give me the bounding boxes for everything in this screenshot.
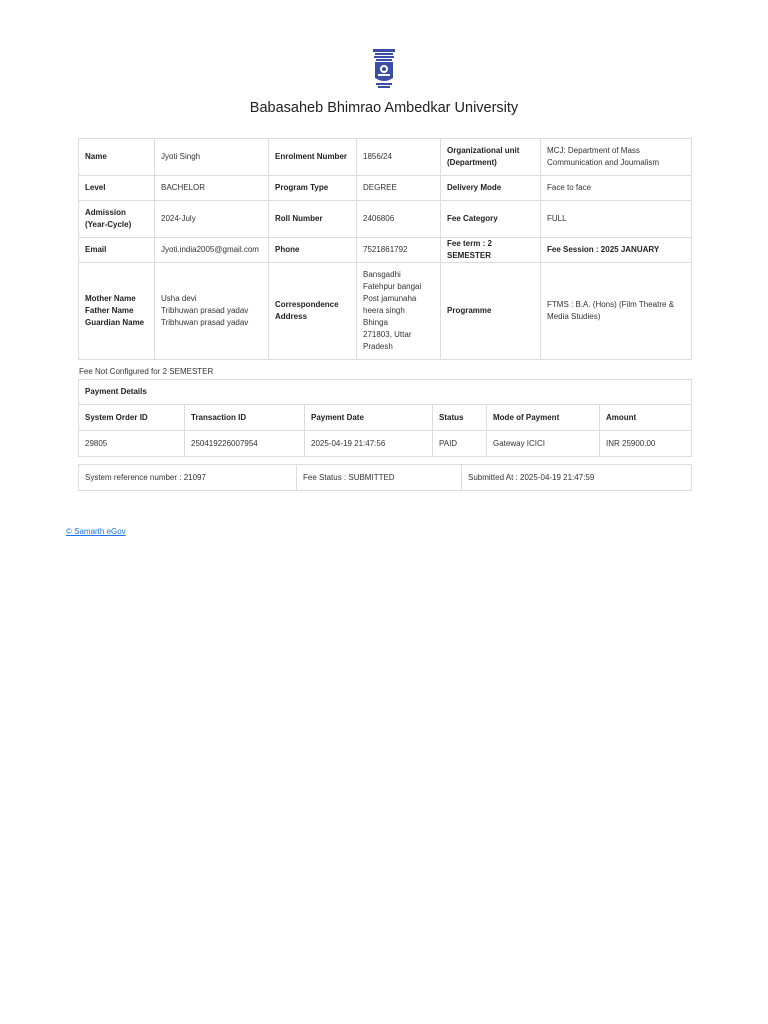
admission-value: 2024-July <box>155 201 269 238</box>
payment-amount: INR 25900.00 <box>600 431 692 457</box>
fee-term: Fee term : 2 SEMESTER <box>441 238 541 263</box>
table-row <box>79 380 692 405</box>
parent-labels: Mother Name Father Name Guardian Name <box>79 263 155 360</box>
programme-label: Programme <box>441 263 541 360</box>
column-header: System Order ID <box>79 405 185 431</box>
program-type-value: DEGREE <box>357 176 441 201</box>
column-header: Status <box>433 405 487 431</box>
column-header: Amount <box>600 405 692 431</box>
payment-date: 2025-04-19 21:47:56 <box>305 431 433 457</box>
table-row <box>79 139 692 176</box>
table-row <box>79 201 692 238</box>
payment-section-title: Payment Details <box>79 380 692 405</box>
submitted-at: Submitted At : 2025-04-19 21:47:59 <box>462 465 692 491</box>
samarth-egov-link[interactable]: © Samarth eGov <box>66 527 126 536</box>
fee-category-label: Fee Category <box>441 201 541 238</box>
address-label: Correspondence Address <box>269 263 357 360</box>
delivery-mode-value: Face to face <box>541 176 692 201</box>
student-info-table <box>78 138 692 360</box>
table-row <box>79 465 692 491</box>
fee-status: Fee Status : SUBMITTED <box>297 465 462 491</box>
name-value: Jyoti Singh <box>155 139 269 176</box>
column-header: Payment Date <box>305 405 433 431</box>
level-value: BACHELOR <box>155 176 269 201</box>
address-value: Bansgadhi Fatehpur bangai Post jamunaha heera singh Bhinga 271803, Uttar Pradesh <box>357 263 441 360</box>
phone-value: 7521861792 <box>357 238 441 263</box>
payment-details-table <box>78 379 692 457</box>
level-label: Level <box>79 176 155 201</box>
payment-status: PAID <box>433 431 487 457</box>
table-row <box>79 431 692 457</box>
transaction-id: 250419226007954 <box>185 431 305 457</box>
name-label: Name <box>79 139 155 176</box>
table-row <box>79 263 692 360</box>
fee-category-value: FULL <box>541 201 692 238</box>
delivery-mode-label: Delivery Mode <box>441 176 541 201</box>
programme-value: FTMS : B.A. (Hons) (Film Theatre & Media Studies) <box>541 263 692 360</box>
fee-session: Fee Session : 2025 JANUARY <box>541 238 692 263</box>
enrolment-value: 1856/24 <box>357 139 441 176</box>
roll-number-label: Roll Number <box>269 201 357 238</box>
university-name: Babasaheb Bhimrao Ambedkar University <box>249 100 519 116</box>
table-row <box>79 176 692 201</box>
payment-mode: Gateway ICICI <box>487 431 600 457</box>
email-value: Jyoti.india2005@gmail.com <box>155 238 269 263</box>
enrolment-label: Enrolment Number <box>269 139 357 176</box>
table-row <box>79 238 692 263</box>
org-unit-label: Organizational unit (Department) <box>441 139 541 176</box>
program-type-label: Program Type <box>269 176 357 201</box>
table-header-row <box>79 405 692 431</box>
phone-label: Phone <box>269 238 357 263</box>
parent-values: Usha devi Tribhuwan prasad yadav Tribhuwan prasad yadav <box>155 263 269 360</box>
column-header: Mode of Payment <box>487 405 600 431</box>
university-logo-icon <box>372 48 396 90</box>
org-unit-value: MCJ: Department of Mass Communication and Journalism <box>541 139 692 176</box>
roll-number-value: 2406806 <box>357 201 441 238</box>
admission-label: Admission (Year-Cycle) <box>79 201 155 238</box>
system-reference-number: System reference number : 21097 <box>79 465 297 491</box>
email-label: Email <box>79 238 155 263</box>
column-header: Transaction ID <box>185 405 305 431</box>
system-order-id: 29805 <box>79 431 185 457</box>
reference-table <box>78 464 692 491</box>
fee-config-note: Fee Not Configured for 2 SEMESTER <box>79 367 214 376</box>
